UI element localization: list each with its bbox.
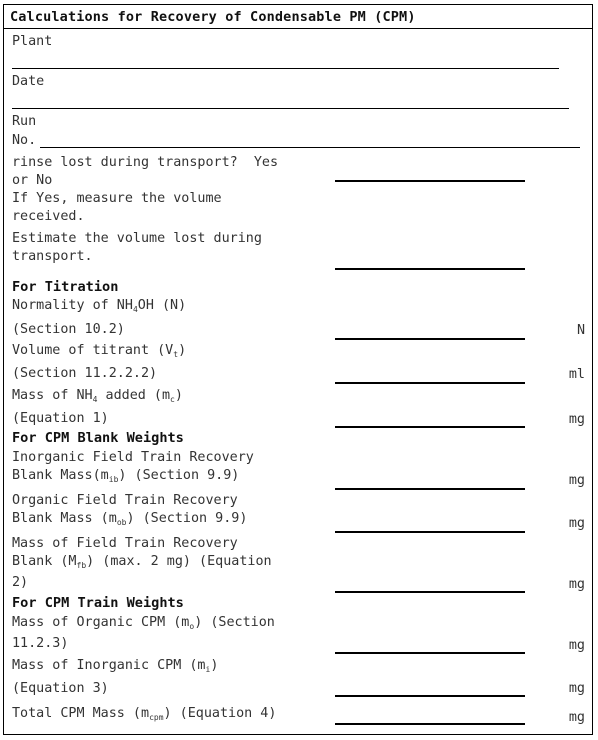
plant-label: Plant	[12, 34, 53, 49]
inorganic-cpm-field[interactable]	[335, 695, 525, 697]
inorganic-blank-unit: mg	[568, 473, 585, 488]
inorganic-blank-field[interactable]	[335, 488, 525, 490]
inorganic-cpm-unit: mg	[568, 681, 585, 696]
estimate-volume-line2: transport.	[12, 249, 93, 264]
inorganic-cpm-reference: (Equation 3)	[12, 681, 109, 696]
nh4-mass-reference: (Equation 1)	[12, 411, 109, 426]
titration-heading: For Titration	[12, 279, 119, 295]
blank-weights-heading: For CPM Blank Weights	[12, 430, 184, 446]
rinse-lost-answer-field[interactable]	[335, 180, 525, 182]
titrant-volume-reference: (Section 11.2.2.2)	[12, 366, 158, 381]
inorganic-blank-line1: Inorganic Field Train Recovery	[12, 450, 254, 465]
train-weights-heading: For CPM Train Weights	[12, 595, 184, 611]
organic-cpm-line1: Mass of Organic CPM $(m_o)$ (Section	[12, 615, 275, 631]
run-number-field[interactable]	[40, 147, 580, 148]
organic-cpm-field[interactable]	[335, 652, 525, 654]
total-cpm-field[interactable]	[335, 723, 525, 725]
titrant-volume-unit: ml	[568, 367, 585, 382]
normality-field[interactable]	[335, 338, 525, 340]
normality-unit: N	[576, 323, 585, 338]
field-train-blank-unit: mg	[568, 577, 585, 592]
titrant-volume-field[interactable]	[335, 382, 525, 384]
field-train-blank-line2: Blank $(M_{fb})$ (max. 2 mg) (Equation	[12, 554, 272, 570]
total-cpm-unit: mg	[568, 710, 585, 725]
plant-field[interactable]	[12, 68, 559, 69]
organic-blank-field[interactable]	[335, 531, 525, 533]
date-label: Date	[12, 74, 45, 89]
inorganic-blank-line2: Blank $Mass(m_{ib})$ (Section 9.9)	[12, 468, 240, 484]
organic-blank-line2: Blank Mass $(m_{ob})$ (Section 9.9)	[12, 511, 248, 527]
run-label-line2: No.	[12, 133, 37, 148]
run-label-line1: Run	[12, 114, 37, 129]
organic-blank-unit: mg	[568, 516, 585, 531]
rinse-lost-question-line2: or No	[12, 173, 53, 188]
normality-reference: (Section 10.2)	[12, 322, 125, 337]
measure-volume-line2: received.	[12, 209, 85, 224]
inorganic-cpm-label: Mass of Inorganic CPM $(m_i)$	[12, 658, 219, 674]
date-field[interactable]	[12, 108, 569, 109]
organic-cpm-line2: 11.2.3)	[12, 636, 69, 651]
estimate-volume-line1: Estimate the volume lost during	[12, 231, 262, 246]
rinse-lost-question-line1: rinse lost during transport? Yes	[12, 155, 279, 170]
measure-volume-line1: If Yes, measure the volume	[12, 191, 222, 206]
nh4-mass-unit: mg	[568, 412, 585, 427]
field-train-blank-field[interactable]	[335, 591, 525, 593]
nh4-mass-label: Mass of $NH_4$ added $(m_c)$	[12, 388, 183, 404]
field-train-blank-line1: Mass of Field Train Recovery	[12, 536, 238, 551]
nh4-mass-field[interactable]	[335, 426, 525, 428]
estimate-volume-field[interactable]	[335, 268, 525, 270]
cpm-calculation-form	[3, 4, 593, 735]
titrant-volume-label: Volume of titrant $(V_t)$	[12, 343, 187, 359]
organic-blank-line1: Organic Field Train Recovery	[12, 493, 238, 508]
field-train-blank-line3: 2)	[12, 575, 29, 590]
organic-cpm-unit: mg	[568, 638, 585, 653]
total-cpm-label: Total CPM Mass $(m_{cpm})$ (Equation 4)	[12, 706, 277, 722]
normality-label: Normality of $NH_4OH$ (N)	[12, 298, 187, 314]
form-title: Calculations for Recovery of Condensable PM (CPM)	[10, 9, 416, 25]
form-title-bar	[4, 5, 592, 29]
